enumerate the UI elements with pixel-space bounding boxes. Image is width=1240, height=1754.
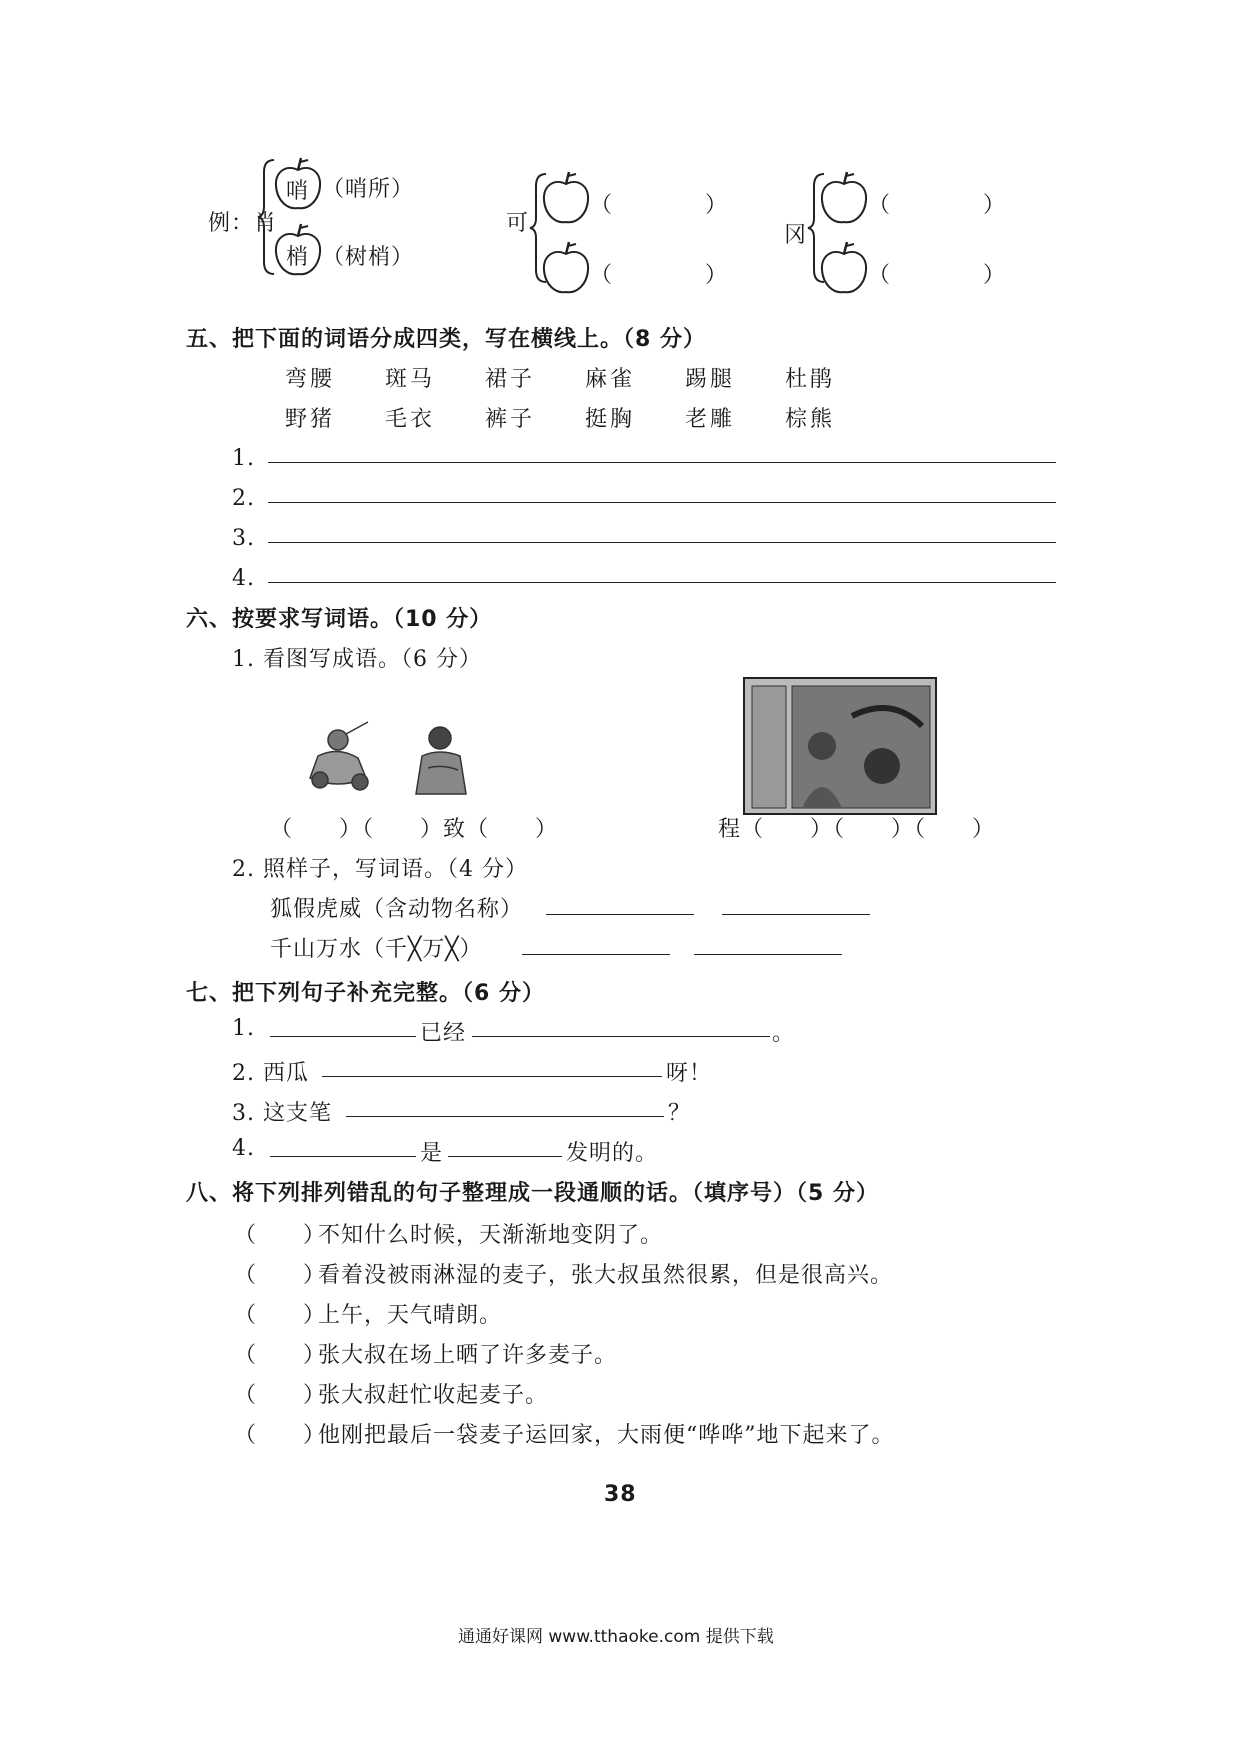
apple-icon bbox=[540, 240, 592, 296]
answer-line[interactable] bbox=[268, 462, 1056, 463]
word-item: 野猪 bbox=[285, 407, 336, 432]
answer-line[interactable] bbox=[522, 954, 670, 955]
sentence-text: 张大叔在场上晒了许多麦子。 bbox=[318, 1343, 618, 1368]
answer-line[interactable] bbox=[722, 914, 870, 915]
order-paren[interactable]: （ ） bbox=[234, 1223, 327, 1248]
order-paren[interactable]: （ ） bbox=[234, 1303, 327, 1328]
group2-char: 可 bbox=[506, 211, 530, 236]
apple-icon bbox=[818, 170, 870, 226]
line-number: 3. bbox=[232, 526, 255, 551]
line-number: 2. bbox=[232, 486, 255, 511]
answer-line[interactable] bbox=[322, 1076, 662, 1077]
answer-paren[interactable]: （ ） bbox=[868, 263, 1007, 288]
idiom-blank-1[interactable]: （ ）（ ）致（ ） bbox=[270, 817, 559, 842]
example-bottom-word: （树梢） bbox=[322, 245, 415, 270]
idiom-illustration-1 bbox=[298, 716, 498, 796]
word-item: 杜鹃 bbox=[785, 367, 836, 392]
word-item: 弯腰 bbox=[285, 367, 336, 392]
example-label: 例：肖 bbox=[208, 211, 278, 236]
example-word-1: 狐假虎威（含动物名称） bbox=[270, 897, 524, 922]
word-item: 老雕 bbox=[685, 407, 736, 432]
sentence-text: ？ bbox=[668, 1101, 692, 1126]
word-item: 裤子 bbox=[485, 407, 536, 432]
apple-icon bbox=[540, 170, 592, 226]
sentence-text: 他刚把最后一袋麦子运回家，大雨便“哗哗”地下起来了。 bbox=[318, 1423, 895, 1448]
answer-line[interactable] bbox=[270, 1156, 416, 1157]
sentence-text: 已经 bbox=[420, 1021, 467, 1046]
word-item: 裙子 bbox=[485, 367, 536, 392]
answer-line[interactable] bbox=[546, 914, 694, 915]
example-word-2: 千山万水（千╳万╳） bbox=[270, 937, 483, 962]
answer-line[interactable] bbox=[268, 542, 1056, 543]
subsection-2: 2. 照样子，写词语。（4 分） bbox=[232, 857, 528, 882]
answer-line[interactable] bbox=[268, 582, 1056, 583]
order-paren[interactable]: （ ） bbox=[234, 1383, 327, 1408]
section-heading-5: 五、把下面的词语分成四类，写在横线上。（8 分） bbox=[186, 327, 706, 352]
answer-line[interactable] bbox=[472, 1036, 770, 1037]
answer-line[interactable] bbox=[268, 502, 1056, 503]
apple-icon bbox=[818, 240, 870, 296]
sentence-text: 上午，天气晴朗。 bbox=[318, 1303, 503, 1328]
word-item: 毛衣 bbox=[385, 407, 436, 432]
sentence-text: 。 bbox=[772, 1021, 796, 1046]
order-paren[interactable]: （ ） bbox=[234, 1343, 327, 1368]
section-heading-8: 八、将下列排列错乱的句子整理成一段通顺的话。（填序号）（5 分） bbox=[186, 1181, 879, 1206]
line-number: 4. bbox=[232, 566, 255, 591]
answer-line[interactable] bbox=[694, 954, 842, 955]
answer-line[interactable] bbox=[270, 1036, 416, 1037]
order-paren[interactable]: （ ） bbox=[234, 1263, 327, 1288]
sentence-text: 呀！ bbox=[666, 1061, 713, 1086]
word-item: 挺胸 bbox=[585, 407, 636, 432]
order-paren[interactable]: （ ） bbox=[234, 1423, 327, 1448]
answer-line[interactable] bbox=[448, 1156, 562, 1157]
sentence-text: 看着没被雨淋湿的麦子，张大叔虽然很累，但是很高兴。 bbox=[318, 1263, 894, 1288]
example-top-char: 哨 bbox=[286, 179, 309, 204]
sentence-text: 发明的。 bbox=[566, 1141, 659, 1166]
answer-line[interactable] bbox=[346, 1116, 664, 1117]
sentence-text: 不知什么时候，天渐渐地变阴了。 bbox=[318, 1223, 664, 1248]
sentence-number: 4. bbox=[232, 1136, 255, 1161]
answer-paren[interactable]: （ ） bbox=[590, 263, 729, 288]
sentence-text: 张大叔赶忙收起麦子。 bbox=[318, 1383, 549, 1408]
sentence-number: 3. 这支笔 bbox=[232, 1101, 332, 1126]
idiom-blank-2[interactable]: 程（ ）（ ）（ ） bbox=[718, 817, 996, 842]
section-heading-6: 六、按要求写词语。（10 分） bbox=[186, 607, 493, 632]
idiom-illustration-2 bbox=[742, 676, 938, 816]
sentence-number: 1. bbox=[232, 1016, 255, 1041]
line-number: 1. bbox=[232, 446, 255, 471]
answer-paren[interactable]: （ ） bbox=[590, 193, 729, 218]
example-top-word: （哨所） bbox=[322, 177, 415, 202]
word-item: 棕熊 bbox=[785, 407, 836, 432]
subsection-1: 1. 看图写成语。（6 分） bbox=[232, 647, 482, 672]
page-number: 38 bbox=[604, 1482, 637, 1507]
group3-char: 冈 bbox=[784, 223, 808, 248]
word-item: 斑马 bbox=[385, 367, 436, 392]
section-heading-7: 七、把下列句子补充完整。（6 分） bbox=[186, 981, 545, 1006]
answer-paren[interactable]: （ ） bbox=[868, 193, 1007, 218]
word-item: 踢腿 bbox=[685, 367, 736, 392]
sentence-text: 是 bbox=[420, 1141, 444, 1166]
word-item: 麻雀 bbox=[585, 367, 636, 392]
footer-credit: 通通好课网 www.tthaoke.com 提供下载 bbox=[458, 1627, 774, 1647]
sentence-number: 2. 西瓜 bbox=[232, 1061, 309, 1086]
example-bottom-char: 梢 bbox=[286, 245, 309, 270]
